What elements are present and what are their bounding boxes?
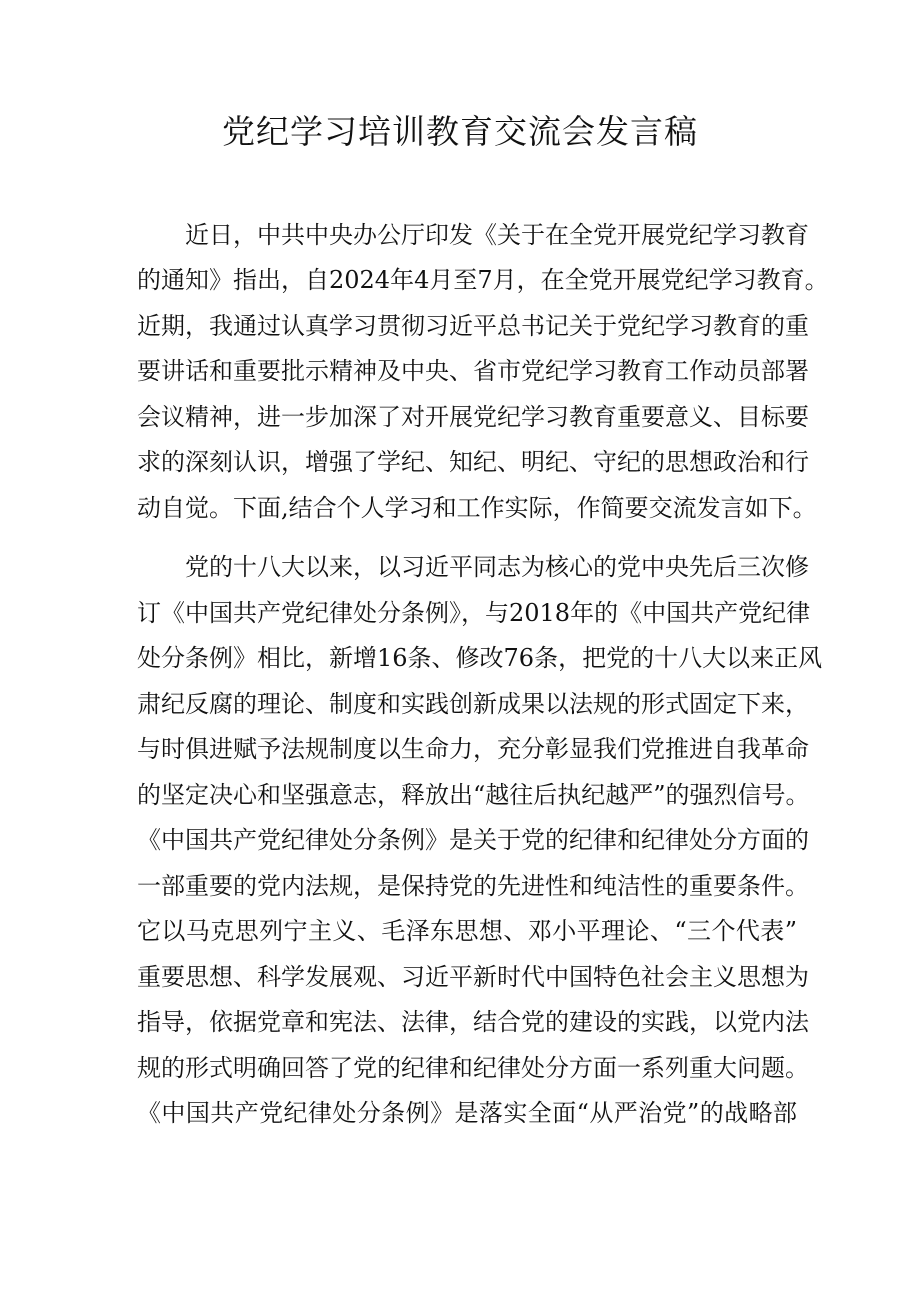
paragraph-line: 规的形式明确回答了党的纪律和纪律处分方面一系列重大问题。 — [137, 1054, 809, 1082]
paragraph-line: 要讲话和重要批示精神及中央、省市党纪学习教育工作动员部署 — [137, 357, 809, 385]
paragraph-line: 近日，中共中央办公厅印发《关于在全党开展党纪学习教育 — [185, 221, 809, 249]
paragraph-line: 处分条例》相比，新增16条、修改76条，把党的十八大以来正风 — [137, 644, 823, 672]
paragraph-line: 会议精神，进一步加深了对开展党纪学习教育重要意义、目标要 — [137, 403, 809, 431]
paragraph-line: 重要思想、科学发展观、习近平新时代中国特色社会主义思想为 — [137, 963, 809, 991]
document-title: 党纪学习培训教育交流会发言稿 — [222, 112, 698, 151]
paragraph-line: 订《中国共产党纪律处分条例》，与2018年的《中国共产党纪律 — [137, 599, 811, 627]
paragraph-line: 党的十八大以来，以习近平同志为核心的党中央先后三次修 — [185, 553, 809, 581]
paragraph-line: 的坚定决心和坚强意志，释放出“越往后执纪越严”的强烈信号。 — [137, 781, 810, 809]
paragraph-line: 一部重要的党内法规，是保持党的先进性和纯洁性的重要条件。 — [137, 872, 809, 900]
paragraph-line: 《中国共产党纪律处分条例》是关于党的纪律和纪律处分方面的 — [137, 826, 809, 854]
paragraph-line: 求的深刻认识，增强了学纪、知纪、明纪、守纪的思想政治和行 — [137, 448, 809, 476]
paragraph-line: 与时俱进赋予法规制度以生命力，充分彰显我们党推进自我革命 — [137, 735, 809, 763]
paragraph-line: 动自觉。下面,结合个人学习和工作实际，作简要交流发言如下。 — [137, 494, 817, 522]
paragraph-line: 《中国共产党纪律处分条例》是落实全面“从严治党”的战略部 — [137, 1099, 797, 1127]
paragraph-line: 肃纪反腐的理论、制度和实践创新成果以法规的形式固定下来， — [137, 690, 809, 718]
paragraph-line: 指导，依据党章和宪法、法律，结合党的建设的实践，以党内法 — [137, 1008, 809, 1036]
paragraph-line: 的通知》指出，自2024年4月至7月，在全党开展党纪学习教育。 — [137, 266, 829, 294]
paragraph-line: 它以马克思列宁主义、毛泽东思想、邓小平理论、“三个代表” — [137, 917, 797, 945]
paragraph-line: 近期，我通过认真学习贯彻习近平总书记关于党纪学习教育的重 — [137, 312, 809, 340]
